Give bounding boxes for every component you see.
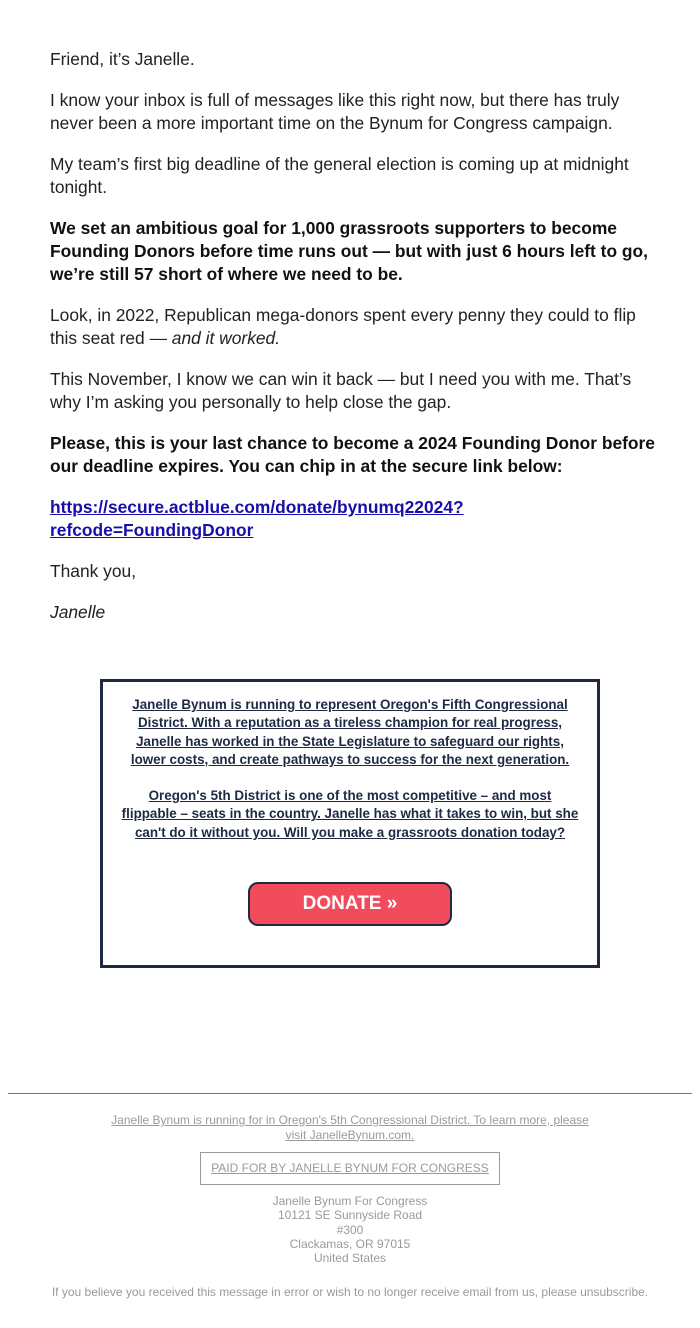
address-country: United States [313,1251,387,1266]
unsubscribe-note [10,1285,690,1299]
paid-for-text: PAID FOR BY JANELLE BYNUM FOR CONGRESS [211,1161,489,1175]
address-city: Clackamas, OR 97015 [289,1236,411,1251]
promo-paragraph-district [121,787,579,842]
address-street: 10121 SE Sunnyside Road [277,1208,423,1223]
greeting: Friend, it’s Janelle. [50,49,195,69]
paragraph-2022-italic: and it worked. [171,328,281,348]
promo-text [121,696,579,842]
letter-paragraph-november: This November, I know we can win it back — but I need you with me. That’s why I’m asking you personally to help close the gap. [50,369,632,412]
donate-link-line2: refcode=FoundingDonor [50,520,254,540]
donate-link[interactable] [50,497,464,540]
mailing-address [200,1194,500,1265]
letter-paragraph-goal: We set an ambitious goal for 1,000 grassroots supporters to become Founding Donors before time runs out — but with just 6 hours left to go, we’re still 57 short of where we need to be. [50,218,649,284]
donate-link-paragraph [50,496,660,542]
letter-paragraph-last-chance: Please, this is your last chance to become a 2024 Founding Donor before our deadline expires. You can chip in at the secure link below: [50,433,655,476]
donate-button[interactable]: DONATE » [248,882,452,926]
donate-link-line1: https://secure.actblue.com/donate/bynumq22024? [50,497,464,517]
closing: Thank you, [50,561,137,581]
footer-learn-more-link[interactable]: Janelle Bynum is running for in Oregon's 5th Congressional District. To learn more, please visit JanelleBynum.com. [111,1113,589,1142]
footer-note [100,1113,600,1142]
footer-divider [8,1093,692,1094]
promo-paragraph-bio [121,696,579,769]
promo-bio-link[interactable]: Janelle Bynum is running to represent Oregon's Fifth Congressional District. With a reputation as a tireless champion for real progress, Janelle has worked in the State Legislature to safeguard our rights, lower costs, and create pathways to success for the next generation. [130,697,570,767]
letter-paragraph-inbox: I know your inbox is full of messages like this right now, but there has truly never been a more important time on the Bynum for Congress campaign. [50,90,620,133]
paid-for-box [200,1152,500,1185]
address-suite: #300 [336,1222,364,1237]
letter-paragraph-2022 [50,304,660,350]
paragraph-2022-text: Look, in 2022, Republican mega-donors spent every penny they could to flip this seat red — [50,305,636,348]
promo-district-link[interactable]: Oregon's 5th District is one of the most competitive – and most flippable – seats in the country. Janelle has what it takes to win, but she can't do it without you. Will you make a grassroots donation today? [121,788,579,840]
signature: Janelle [50,602,106,622]
email-letter-body [50,48,660,642]
address-org: Janelle Bynum For Congress [272,1194,428,1208]
letter-paragraph-deadline: My team’s first big deadline of the general election is coming up at midnight tonight. [50,154,629,197]
promo-box [100,679,600,968]
unsubscribe-link[interactable]: If you believe you received this message in error or wish to no longer receive email from us, please unsubscribe. [51,1285,649,1299]
